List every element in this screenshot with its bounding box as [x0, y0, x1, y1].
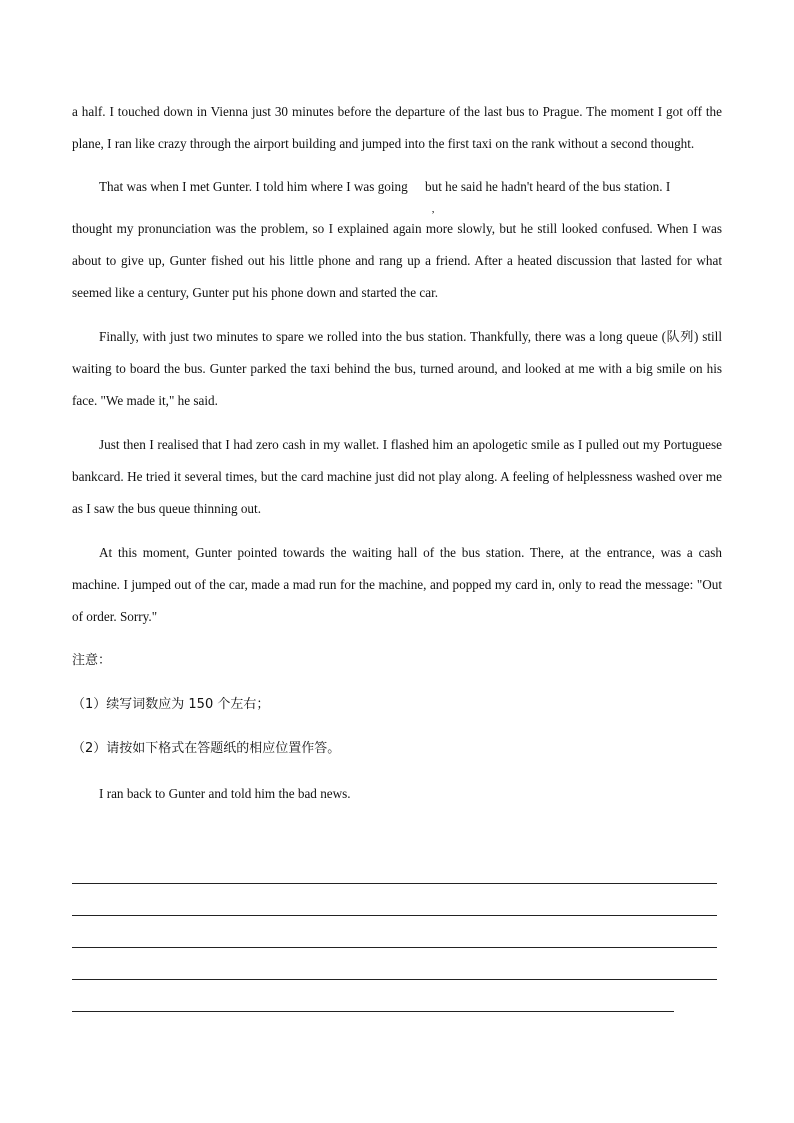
paragraph-2-part-a: That was when I met Gunter. I told him where I was going — [99, 179, 408, 194]
document-body — [72, 96, 722, 804]
answer-line — [72, 947, 717, 948]
paragraph-2 — [72, 171, 722, 309]
paragraph-2-first-line — [72, 171, 722, 215]
notes-title: 注意： — [72, 653, 112, 668]
paragraph-2-part-b: but he said he hadn't heard of the bus station. I — [425, 179, 671, 194]
paragraph-2-part-c: thought my pronunciation was the problem, so I explained again more slowly, but he still looked confused. When I was about to give up, Gunter fished out his little phone and rang up a friend. After a heated discussion that lasted for what seemed like a century, Gunter put his phone down and started the car. — [72, 221, 722, 300]
answer-line — [72, 979, 717, 980]
answer-line — [72, 915, 717, 916]
paragraph-4: Just then I realised that I had zero cash in my wallet. I flashed him an apologetic smile as I pulled out my Portuguese bankcard. He tried it several times, but the card machine just did not play along. A feeling of helplessness washed over me as I saw the bus queue thinning out. — [72, 437, 722, 516]
note-item-2: （2）请按如下格式在答题纸的相应位置作答。 — [72, 741, 341, 756]
answer-line — [72, 1011, 674, 1012]
misplaced-comma: , — [431, 203, 435, 215]
paragraph-5: At this moment, Gunter pointed towards the waiting hall of the bus station. There, at the entrance, was a cash machine. I jumped out of the car, made a mad run for the machine, and popped my card in, only to read the message: "Out of order. Sorry." — [72, 545, 722, 624]
continuation-start-sentence: I ran back to Gunter and told him the bad news. — [99, 786, 351, 801]
paragraph-3: Finally, with just two minutes to spare we rolled into the bus station. Thankfully, there was a long queue (队列) still waiting to board the bus. Gunter parked the taxi behind the bus, turned around, and looked at me with a big smile on his face. "We made it," he said. — [72, 329, 722, 408]
note-item-1: （1）续写词数应为 150 个左右； — [72, 697, 270, 712]
answer-line — [72, 883, 717, 884]
answer-lines — [72, 883, 717, 1043]
paragraph-1: a half. I touched down in Vienna just 30 minutes before the departure of the last bus to Prague. The moment I got off the plane, I ran like crazy through the airport building and jumped into the first taxi on the rank without a second thought. — [72, 104, 722, 151]
